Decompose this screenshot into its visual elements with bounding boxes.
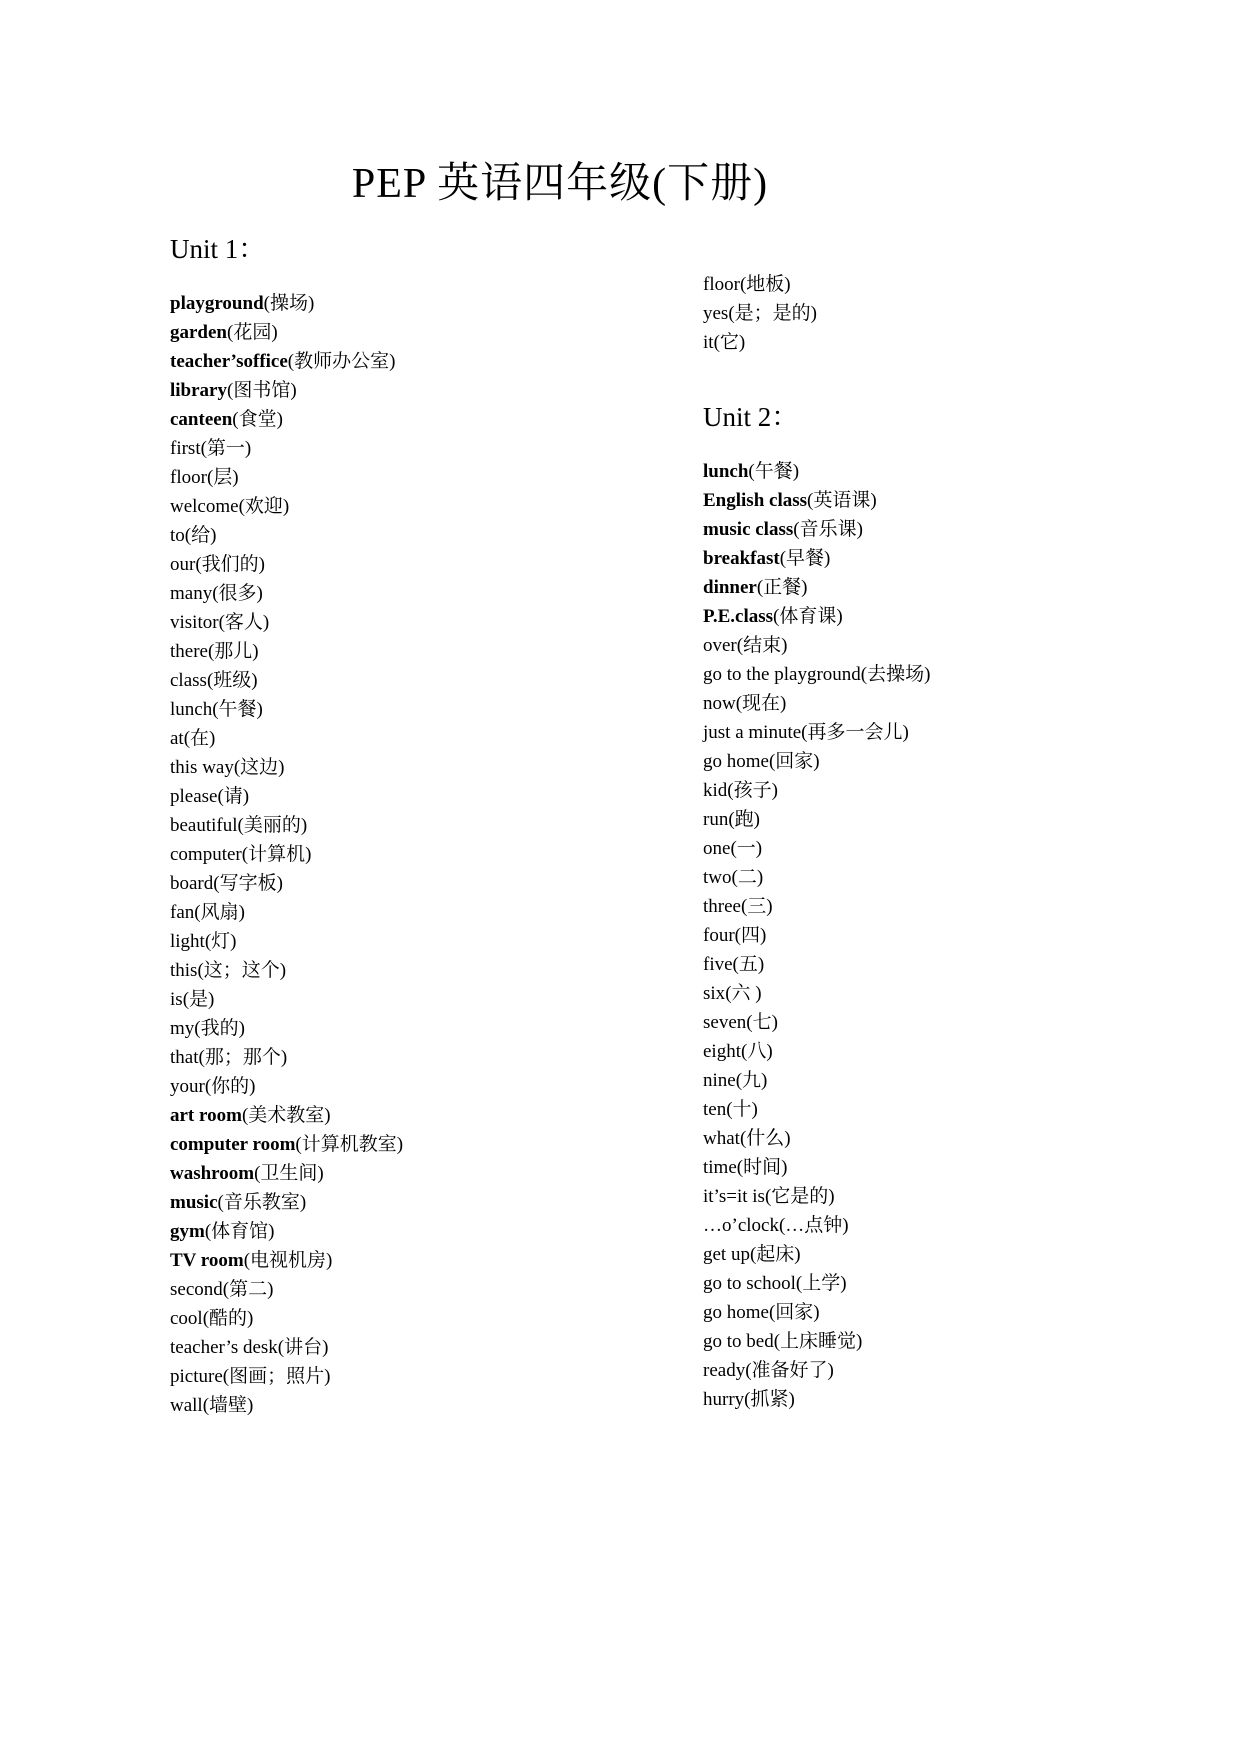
vocab-word-english: breakfast [703,548,780,569]
vocab-word-chinese: (我们的) [195,554,265,575]
vocab-word-english: light [170,931,205,952]
vocab-item [170,1362,650,1391]
vocab-word-english: eight [703,1041,741,1062]
vocab-item [170,463,650,492]
vocab-word-chinese: (第一) [200,438,252,459]
vocab-item [703,1066,1183,1095]
vocab-word-english: TV room [170,1250,244,1271]
vocab-item [703,270,1183,299]
vocab-word-english: canteen [170,409,233,430]
vocab-word-english: go home [703,751,769,772]
vocab-word-english: is [170,989,183,1010]
vocab-word-chinese: (你的) [204,1076,256,1097]
vocab-word-chinese: (孩子) [727,780,778,801]
vocab-word-chinese: (抓紧) [744,1389,795,1410]
vocab-word-english: library [170,380,227,401]
vocab-word-chinese: (欢迎) [238,496,290,517]
vocab-word-chinese: (这边) [233,757,285,778]
vocab-word-english: board [170,873,214,894]
vocab-word-english: go to bed [703,1331,774,1352]
vocab-item [170,405,650,434]
unit-2-heading: Unit 2： [703,402,799,432]
vocab-item [170,840,650,869]
vocab-word-chinese: (给) [184,525,217,546]
vocab-word-chinese: (…点钟) [778,1215,849,1236]
vocab-item [703,544,1183,573]
vocab-item [170,1072,650,1101]
vocab-item [170,637,650,666]
vocab-word-english: go home [703,1302,769,1323]
vocab-word-chinese: (五) [732,954,765,975]
vocab-item [170,1043,650,1072]
vocab-word-chinese: (上床睡觉) [773,1331,863,1352]
vocab-word-english: please [170,786,218,807]
vocab-word-chinese: (美术教室) [241,1105,331,1126]
vocab-word-chinese: (卫生间) [254,1163,324,1184]
vocab-word-english: lunch [703,461,749,482]
vocab-item [170,1333,650,1362]
vocab-item [170,1101,650,1130]
vocab-item [170,1304,650,1333]
vocab-word-chinese: (图画；照片) [222,1366,331,1387]
vocab-word-english: garden [170,322,227,343]
vocab-word-chinese: (音乐教室) [217,1192,307,1213]
vocab-word-chinese: (墙壁) [202,1395,254,1416]
vocab-item [170,811,650,840]
vocab-word-english: my [170,1018,195,1039]
vocab-word-english: P.E.class [703,606,774,627]
vocab-word-english: hurry [703,1389,745,1410]
vocab-word-chinese: (那儿) [207,641,259,662]
vocab-item [170,1188,650,1217]
vocab-word-english: just a minute [703,722,802,743]
vocab-word-english: over [703,635,737,656]
vocab-word-english: music class [703,519,794,540]
vocab-word-chinese: (起床) [749,1244,801,1265]
vocab-word-english: beautiful [170,815,238,836]
vocab-word-chinese: (是；是的) [728,303,817,324]
vocab-item [170,898,650,927]
vocab-word-english: English class [703,490,808,511]
vocab-word-chinese: (十) [726,1099,758,1120]
vocab-word-chinese: (九) [735,1070,768,1091]
vocab-word-english: three [703,896,741,917]
vocab-word-english: picture [170,1366,223,1387]
vocab-word-english: this way [170,757,234,778]
vocab-item [170,985,650,1014]
vocab-word-english: class [170,670,207,691]
vocab-item [170,492,650,521]
vocab-word-chinese: (风扇) [194,902,245,923]
vocab-word-english: …o’clock [703,1215,779,1236]
vocab-item [170,1246,650,1275]
vocab-item [170,608,650,637]
vocab-item [703,718,1183,747]
vocab-word-chinese: (四) [734,925,767,946]
vocab-item [170,1014,650,1043]
vocab-word-chinese: (是) [182,989,215,1010]
vocab-word-english: get up [703,1244,750,1265]
vocab-word-english: teacher’soffice [170,351,288,372]
vocab-word-english: it [703,332,714,353]
vocab-word-english: art room [170,1105,242,1126]
vocab-word-chinese: (地板) [739,274,791,295]
vocab-word-english: there [170,641,208,662]
vocab-word-english: cool [170,1308,203,1329]
vocab-word-chinese: (它) [713,332,746,353]
vocab-word-chinese: (再多一会儿) [801,722,909,743]
vocab-word-chinese: (写字板) [213,873,283,894]
vocab-word-chinese: (食堂) [232,409,283,430]
vocab-item [703,776,1183,805]
vocab-word-chinese: (那；那个) [198,1047,288,1068]
vocab-word-chinese: (这；这个) [197,960,287,981]
vocab-item [170,927,650,956]
vocab-item [703,631,1183,660]
vocab-word-chinese: (体育课) [773,606,843,627]
vocab-word-chinese: (花园) [227,322,278,343]
vocab-item [170,869,650,898]
vocab-word-chinese: (回家) [768,1302,820,1323]
vocab-item [703,602,1183,631]
vocab-word-chinese: (我的) [194,1018,245,1039]
vocab-word-chinese: (操场) [263,293,315,314]
vocab-word-chinese: (英语课) [807,490,877,511]
vocab-word-english: computer room [170,1134,296,1155]
vocab-word-english: run [703,809,729,830]
vocab-word-english: your [170,1076,205,1097]
vocab-item [703,979,1183,1008]
vocab-word-chinese: (六 ) [725,983,762,1004]
vocab-item [170,1130,650,1159]
unit-1-word-list [170,289,650,1420]
vocab-word-english: ready [703,1360,746,1381]
vocab-item [703,950,1183,979]
vocab-word-english: yes [703,303,729,324]
vocab-word-chinese: (图书馆) [227,380,297,401]
vocab-word-english: go to school [703,1273,796,1294]
vocab-item [703,660,1183,689]
vocab-word-chinese: (在) [183,728,216,749]
vocab-word-chinese: (体育馆) [204,1221,275,1242]
vocab-word-english: many [170,583,213,604]
vocab-item [703,805,1183,834]
vocab-item [170,1275,650,1304]
vocab-word-english: welcome [170,496,239,517]
vocab-word-chinese: (什么) [739,1128,791,1149]
vocab-word-english: second [170,1279,223,1300]
vocab-item [703,834,1183,863]
vocab-word-chinese: (计算机教室) [295,1134,404,1155]
vocab-word-english: ten [703,1099,727,1120]
vocab-word-english: one [703,838,731,859]
vocab-item [703,299,1183,328]
vocab-item [170,550,650,579]
vocab-word-chinese: (计算机) [241,844,312,865]
vocab-item [703,1124,1183,1153]
vocab-word-english: our [170,554,196,575]
vocab-word-english: music [170,1192,218,1213]
vocab-word-english: teacher’s desk [170,1337,278,1358]
vocab-word-chinese: (一) [730,838,763,859]
vocab-word-english: that [170,1047,199,1068]
vocab-word-english: it’s=it is [703,1186,765,1207]
vocab-item [170,289,650,318]
vocab-item [170,1217,650,1246]
vocab-word-chinese: (结束) [736,635,788,656]
vocab-item [703,457,1183,486]
vocab-item [170,1159,650,1188]
vocab-word-english: seven [703,1012,747,1033]
vocab-word-chinese: (午餐) [212,699,263,720]
vocab-word-english: wall [170,1395,203,1416]
vocab-word-chinese: (去操场) [860,664,931,685]
vocab-word-chinese: (灯) [204,931,237,952]
vocab-item [170,521,650,550]
vocab-item [703,1008,1183,1037]
vocab-word-chinese: (客人) [218,612,270,633]
vocab-word-english: playground [170,293,264,314]
vocab-item [703,747,1183,776]
vocab-item [170,724,650,753]
unit-1-heading: Unit 1： [170,234,266,264]
vocab-item [170,753,650,782]
vocab-word-english: what [703,1128,740,1149]
vocab-word-english: washroom [170,1163,255,1184]
vocab-word-chinese: (时间) [736,1157,788,1178]
vocab-item [170,347,650,376]
vocab-item [703,1153,1183,1182]
vocab-word-chinese: (早餐) [779,548,831,569]
vocab-word-english: go to the playground [703,664,861,685]
vocab-word-chinese: (跑) [728,809,760,830]
vocab-word-chinese: (上学) [795,1273,847,1294]
vocab-item [703,689,1183,718]
vocab-item [703,1182,1183,1211]
unit-2-word-list [703,457,1183,1414]
vocab-word-chinese: (它是的) [764,1186,835,1207]
vocab-word-english: kid [703,780,728,801]
vocab-item [703,1037,1183,1066]
vocab-word-chinese: (酷的) [202,1308,254,1329]
vocab-word-chinese: (请) [217,786,250,807]
vocab-item [703,515,1183,544]
vocab-word-chinese: (午餐) [748,461,800,482]
vocab-item [703,1095,1183,1124]
vocab-word-english: floor [170,467,207,488]
vocab-word-english: nine [703,1070,736,1091]
vocab-item [703,892,1183,921]
vocab-word-chinese: (音乐课) [793,519,863,540]
vocab-word-english: fan [170,902,195,923]
vocab-word-english: to [170,525,185,546]
vocab-word-english: five [703,954,733,975]
vocab-word-chinese: (三) [740,896,773,917]
vocab-word-english: computer [170,844,242,865]
vocab-item [703,486,1183,515]
vocab-item [170,376,650,405]
vocab-item [170,1391,650,1420]
vocab-item [703,863,1183,892]
vocab-word-chinese: (班级) [206,670,258,691]
vocab-item [703,1269,1183,1298]
vocab-word-chinese: (教师办公室) [287,351,396,372]
vocab-word-english: dinner [703,577,757,598]
vocab-item [170,318,650,347]
vocab-word-english: first [170,438,201,459]
vocab-word-english: gym [170,1221,205,1242]
vocab-word-english: floor [703,274,740,295]
vocab-word-english: this [170,960,198,981]
vocab-word-chinese: (准备好了) [745,1360,834,1381]
vocab-word-english: visitor [170,612,219,633]
vocab-word-english: lunch [170,699,213,720]
vocab-item [703,1327,1183,1356]
vocab-word-chinese: (很多) [212,583,263,604]
vocab-item [170,579,650,608]
vocab-word-chinese: (讲台) [277,1337,329,1358]
vocab-word-chinese: (正餐) [756,577,808,598]
vocab-word-chinese: (美丽的) [237,815,308,836]
vocab-item [703,328,1183,357]
vocab-word-english: six [703,983,726,1004]
vocab-word-chinese: (层) [206,467,239,488]
vocab-item [170,695,650,724]
vocab-item [170,434,650,463]
vocab-word-english: time [703,1157,737,1178]
vocab-item [170,782,650,811]
vocab-item [703,573,1183,602]
vocab-word-chinese: (八) [741,1041,773,1062]
vocab-word-chinese: (第二) [222,1279,274,1300]
page-title: PEP 英语四年级(下册) [351,161,769,207]
vocab-word-english: now [703,693,736,714]
vocab-word-chinese: (现在) [735,693,787,714]
vocab-word-english: four [703,925,735,946]
vocab-item [170,956,650,985]
vocab-item [170,666,650,695]
vocab-item [703,1298,1183,1327]
vocab-item [703,1356,1183,1385]
vocab-word-english: two [703,867,732,888]
right-column [703,270,1183,1414]
vocab-word-chinese: (二) [731,867,764,888]
vocab-item [703,1385,1183,1414]
vocab-item [703,1240,1183,1269]
vocab-word-chinese: (电视机房) [243,1250,333,1271]
vocab-word-chinese: (回家) [768,751,820,772]
unit-1-word-list-continued [703,270,1183,357]
vocab-word-english: at [170,728,184,749]
left-column [170,233,650,1420]
vocab-item [703,921,1183,950]
vocab-word-chinese: (七) [746,1012,778,1033]
vocab-item [703,1211,1183,1240]
